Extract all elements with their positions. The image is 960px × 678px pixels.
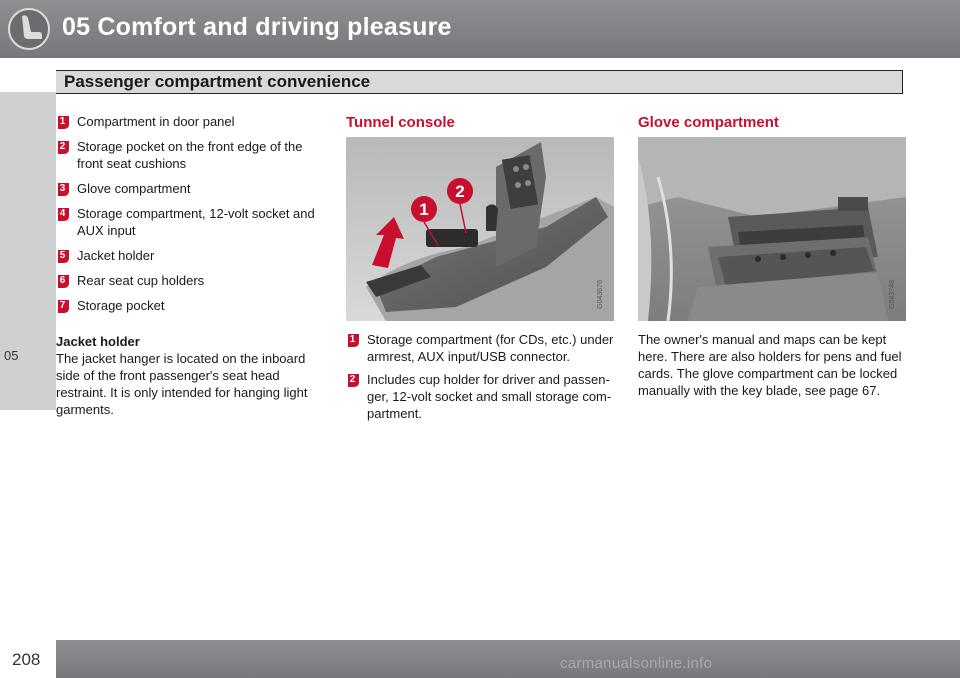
storage-item-1	[56, 113, 326, 130]
storage-item-2	[56, 138, 326, 172]
item-text: Storage compartment, 12-volt socket and AUX input	[77, 206, 315, 238]
footer-bar	[56, 640, 960, 678]
item-text: Rear seat cup holders	[77, 273, 205, 288]
callout-1: 1	[419, 200, 429, 219]
tunnel-item-1	[346, 331, 614, 365]
glove-compartment-figure	[638, 137, 906, 321]
tunnel-console-illustration	[346, 137, 614, 321]
item-text: Storage pocket	[77, 298, 165, 313]
item-text: Storage compartment (for CDs, etc.) under armrest, AUX input/USB connector.	[367, 332, 614, 364]
glove-compartment-illustration	[638, 137, 906, 321]
item-text: Storage pocket on the front edge of the front seat cushions	[77, 139, 303, 171]
glove-compartment-heading: Glove compartment	[638, 114, 779, 131]
storage-item-6	[56, 272, 326, 289]
tunnel-figure-code: G043676	[597, 280, 604, 309]
jacket-holder-text: The jacket hanger is located on the inboard side of the front passenger's seat head restraint. It is only intended for hanging light garments.	[56, 351, 308, 417]
storage-item-4	[56, 205, 326, 239]
storage-list	[56, 113, 326, 314]
glove-compartment-text: The owner's manual and maps can be kept here. There are also holders for pens and fuel cards. The glove compartment can be locked manually with the key blade, see page 67.	[638, 332, 902, 398]
storage-item-5	[56, 247, 326, 264]
item-text: Glove compartment	[77, 181, 191, 196]
item-text: Jacket holder	[77, 248, 155, 263]
badge-number: 4	[59, 208, 66, 219]
watermark-text: carmanualsonline.info	[560, 655, 713, 672]
badge-number: 6	[59, 275, 66, 286]
badge-number: 3	[59, 183, 66, 194]
badge-number: 2	[349, 374, 356, 385]
storage-item-7	[56, 297, 326, 314]
item-text: Compartment in door panel	[77, 114, 235, 129]
section-title: Passenger compartment convenience	[64, 72, 371, 91]
glove-figure-code: G043748	[889, 280, 896, 309]
tunnel-console-list	[346, 331, 614, 422]
item-text: Includes cup holder for driver and passen-ger, 12-volt socket and small storage com-partment.	[367, 372, 612, 421]
badge-number: 1	[59, 116, 66, 127]
left-column	[56, 113, 326, 418]
page-number: 208	[12, 650, 41, 669]
badge-number: 7	[59, 300, 66, 311]
badge-number: 2	[59, 141, 66, 152]
badge-number: 1	[349, 334, 356, 345]
tunnel-item-2	[346, 371, 614, 422]
tunnel-console-figure	[346, 137, 614, 321]
chapter-title: 05 Comfort and driving pleasure	[62, 13, 452, 41]
tunnel-console-column	[346, 114, 614, 428]
callout-2: 2	[455, 182, 465, 201]
jacket-holder-heading: Jacket holder	[56, 334, 140, 349]
seat-comfort-icon	[0, 0, 58, 58]
badge-number: 5	[59, 250, 66, 261]
tunnel-console-heading: Tunnel console	[346, 114, 455, 131]
storage-item-3	[56, 180, 326, 197]
chapter-tab-label: 05	[4, 348, 19, 363]
glove-compartment-column	[638, 114, 906, 399]
